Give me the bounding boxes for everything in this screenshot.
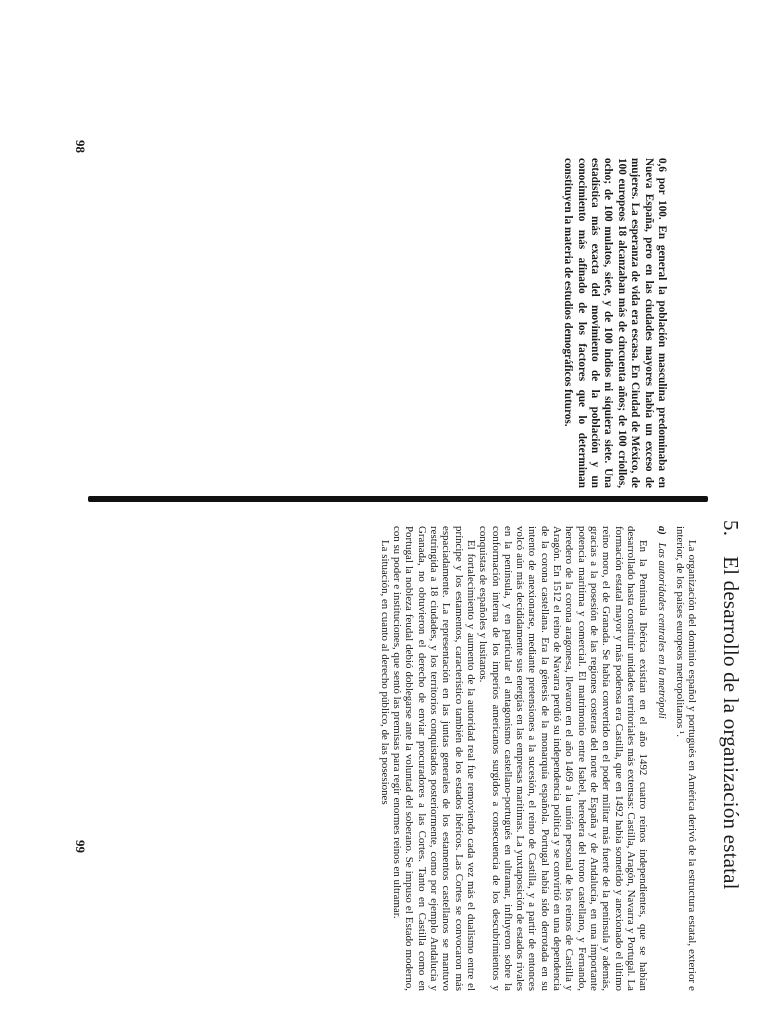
section-heading — [655, 526, 667, 991]
chapter-number: 5. — [719, 520, 743, 537]
body-paragraph: El fortalecimiento y aumento de la autoridad real fue removiendo cada vez más el dualismo entre el príncipe y los estamentos, característico también de los estados ibéricos. Las Cortes se convocaron más espaciadamente. La representación en las juntas generales de los estamentos castellanos se mantuvo restringida a 18 ciudades, y los territorios conquistados posteriormente, como por ejemplo Andalucía y Granada, no obtuvieron el derecho de enviar procuradores a las Cortes. Tanto en Castilla como en Portugal la nobleza feudal debió doblegarse ante la voluntad del soberano. Se impuso el Estado moderno, con su poder e instituciones, que sentó las premisas para regir enormes reinos en ultramar. — [391, 526, 477, 991]
chapter-title: El desarrollo de la organización estatal — [719, 556, 743, 890]
left-page-number: 98 — [73, 140, 88, 153]
intro-paragraph: La organización del dominio español y portugués en América derivó de la estructura estatal, exterior e interior, de los países europeos metropolitanos ¹. — [673, 526, 698, 991]
left-paragraph: 0,6 por 100. En general la población masculina predominaba en Nueva España, pero en las ciudades mayores había un exceso de mujeres. La esperanza de vida era escasa. En Ciudad de México, de 100 europeos 18 alcanzaban más de cincuenta años; de 100 criollos, ocho; de 100 mulatos, siete, y de 100 indios ni siquiera siete. Una estadística más exacta del movimiento de la población y un conocimiento más afinado de los factores que lo determinan constituyen la materia de estudios demográficos futuros. — [562, 158, 668, 488]
book-gutter — [88, 496, 708, 502]
body-paragraph: En la Península Ibérica existían en el año 1492 cuatro reinos independientes, que se habían desarrollado hasta constituir unidades territoriales más extensas: Castilla, Aragón, Navarra y Portugal. La formación estatal mayor y más poderosa era Castilla, que en 1492 había sometido y anexionado el último reino moro, el de Granada. Se había convertido en el poder militar más fuerte de la península y además, gracias a la posesión de las regiones costeras del norte de España y de Andalucía, en una importante potencia marítima y comercial. El matrimonio entre Isabel, heredera del trono castellano, y Fernando, heredero de la corona aragonesa, llevaron en el año 1469 a la unión personal de los reinos de Castilla y Aragón. En 1512 el reino de Navarra perdió su independencia política y se convirtió en una dependencia de la corona castellana. Era la génesis de la monarquía española. Portugal había sido derrotada en su intento de anexionarse, mediante pretensiones a la sucesión, el reino de Castilla, y a partir de entonces volcó aún más decididamente sus energías en las empresas marítimas. La yuxtaposición de estados rivales en la península, y en particular el antagonismo castellano-portugués en ultramar, influyeron sobre la conformación interna de los imperios americanos surgidos a consecuencia de los descubrimientos y conquistas de españoles y lusitanos. — [477, 526, 650, 991]
section-label: a) — [656, 526, 668, 535]
left-page-text — [561, 158, 668, 488]
body-paragraph: La situación, en cuanto al derecho público, de las posesiones — [378, 540, 391, 805]
section-title: Las autoridades centrales en la metrópoli — [656, 542, 668, 719]
right-page-text — [379, 526, 698, 991]
right-page-number: 99 — [73, 840, 88, 853]
chapter-heading — [718, 520, 743, 990]
